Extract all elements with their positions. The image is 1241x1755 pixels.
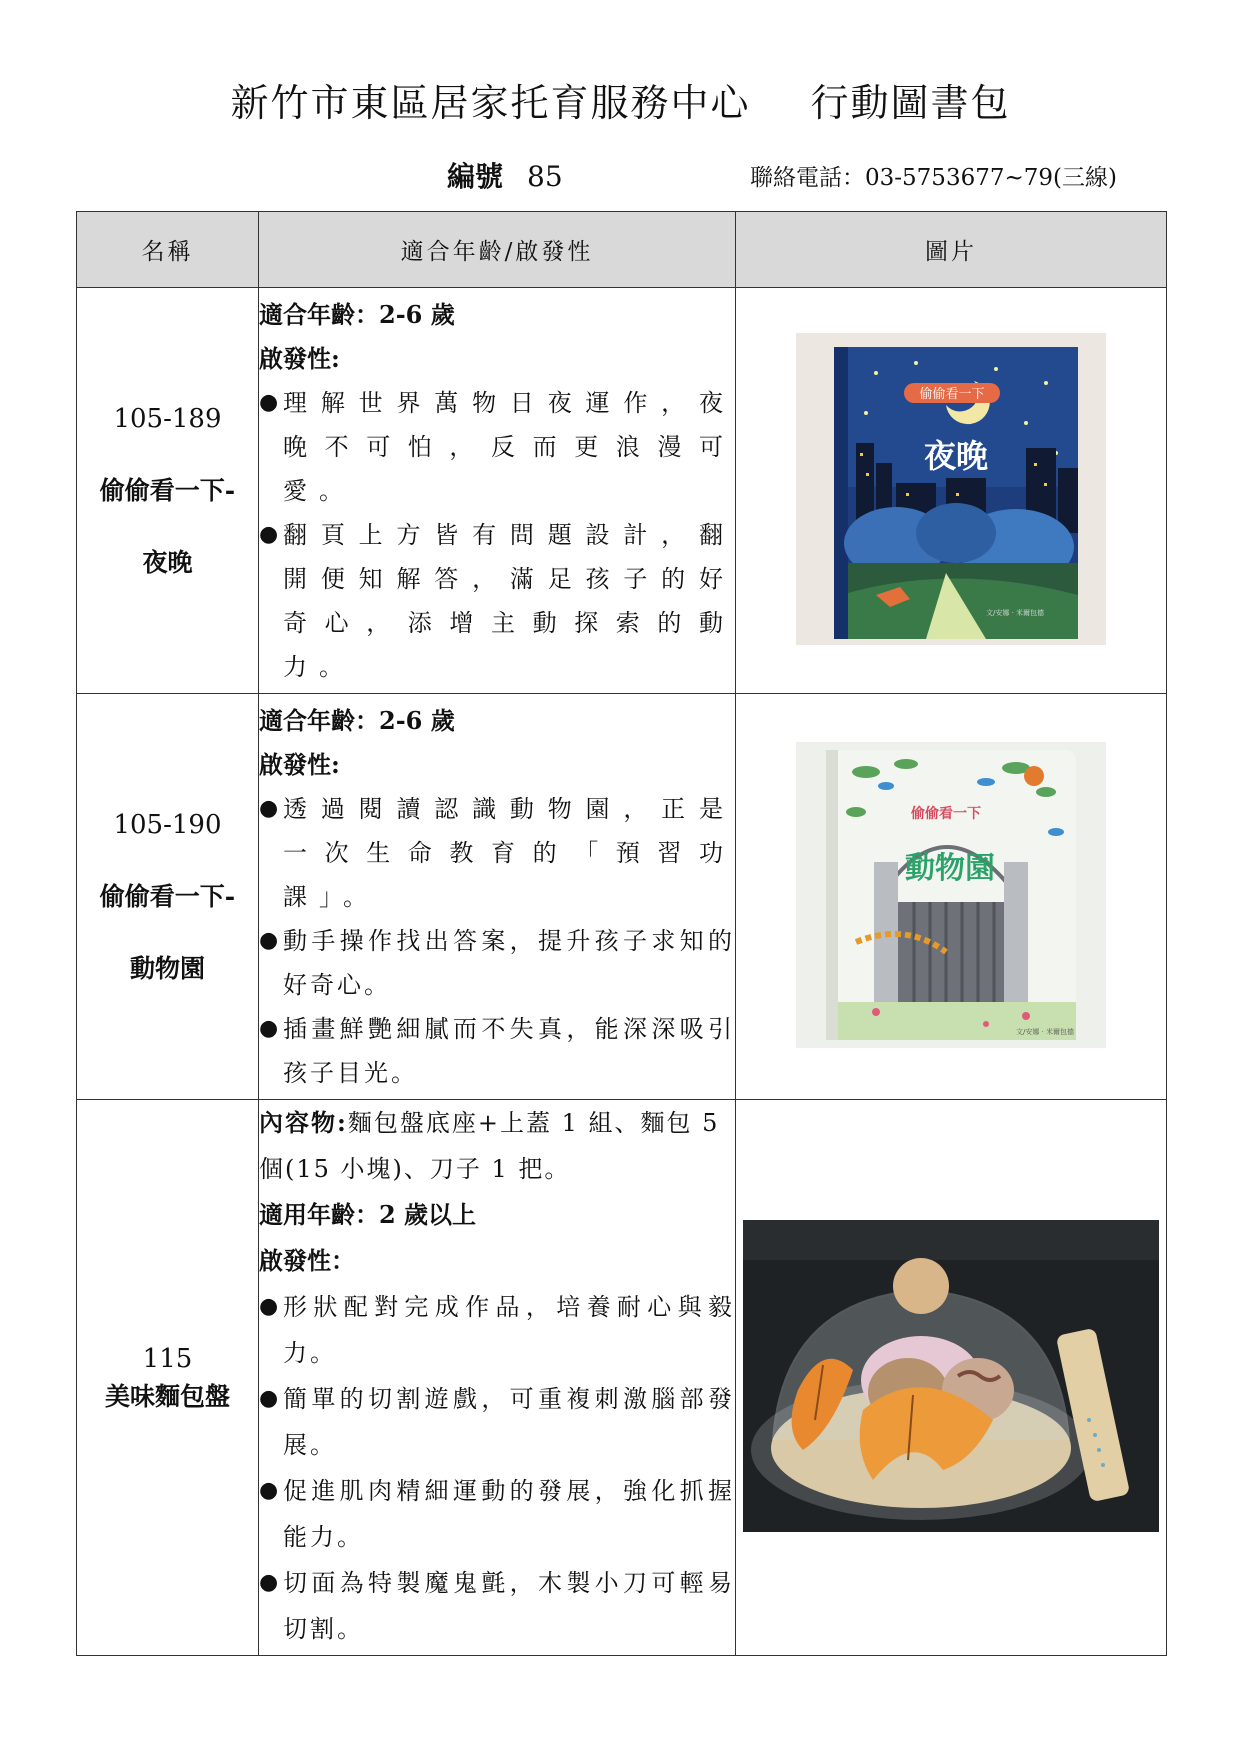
item-code: 115 — [142, 1343, 193, 1374]
item-picture-cell — [736, 288, 1167, 694]
inspire-label: 啟發性: — [259, 343, 340, 373]
list-item — [259, 1376, 735, 1468]
item-code: 105-189 — [113, 403, 222, 434]
serial-label: 編號 — [447, 160, 504, 193]
age-label: 適用年齡：2 歲以上 — [259, 1200, 477, 1229]
col-header-name: 名稱 — [77, 212, 259, 288]
page-title — [0, 72, 1241, 127]
contents — [259, 1100, 735, 1192]
inspire-label: 啟發性： — [259, 1246, 355, 1275]
phone-number: 聯絡電話：03-5753677~79(三線) — [750, 165, 1117, 191]
item-picture-cell — [736, 694, 1167, 1100]
book-cover-zoo-image — [796, 742, 1106, 1048]
item-description — [259, 288, 736, 694]
item-name-line1: 偷偷看一下- — [99, 881, 236, 911]
age-label: 適合年齡：2-6 歲 — [259, 705, 455, 735]
svg-text:文/安娜 · 米爾包德: 文/安娜 · 米爾包德 — [986, 608, 1045, 617]
bullet-icon: ● — [259, 521, 279, 547]
table-row — [77, 1100, 1167, 1656]
bullet-icon: ● — [259, 1386, 279, 1411]
table-header-row — [77, 212, 1167, 288]
bullet-icon: ● — [259, 795, 279, 821]
contents-text: 麵包盤底座+上蓋 1 組、麵包 5 個(15 小塊)、刀子 1 把。 — [259, 1109, 720, 1183]
item-name-line1: 美味麵包盤 — [104, 1381, 230, 1411]
book-title-text: 夜晚 — [923, 436, 989, 475]
list-item — [259, 1468, 735, 1560]
table-row — [77, 694, 1167, 1100]
bread-plate-toy-image — [743, 1220, 1159, 1532]
list-item — [259, 1560, 735, 1652]
list-item — [259, 513, 735, 689]
item-description — [259, 694, 736, 1100]
item-description — [259, 1100, 736, 1656]
book-table — [76, 211, 1167, 1656]
bullet-icon: ● — [259, 1478, 279, 1503]
item-name-cell — [77, 1100, 259, 1656]
book-title-text: 動物園 — [905, 850, 995, 886]
col-header-picture: 圖片 — [736, 212, 1167, 288]
bullet-text: 翻頁上方皆有問題設計，翻開便知解答，滿足孩子的好奇心，添增主動探索的動力。 — [283, 520, 735, 681]
table-row — [77, 288, 1167, 694]
serial — [447, 155, 563, 195]
inspire-label: 啟發性: — [259, 749, 340, 779]
item-name-cell — [77, 694, 259, 1100]
list-item — [259, 787, 735, 919]
book-cover-night-image — [796, 333, 1106, 645]
bullet-text: 切面為特製魔鬼氈，木製小刀可輕易切割。 — [283, 1569, 735, 1643]
list-item — [259, 919, 735, 1007]
bullet-icon: ● — [259, 927, 279, 953]
svg-text:文/安娜 · 米爾包德: 文/安娜 · 米爾包德 — [1016, 1027, 1075, 1036]
list-item — [259, 1284, 735, 1376]
item-name-line1: 偷偷看一下- — [99, 475, 236, 505]
bullet-text: 插畫鮮艷細膩而不失真，能深深吸引孩子目光。 — [283, 1014, 735, 1087]
bullet-icon: ● — [259, 1294, 279, 1319]
doc-name: 行動圖書包 — [810, 81, 1011, 125]
list-item — [259, 1007, 735, 1095]
item-code: 105-190 — [113, 809, 222, 840]
serial-number: 85 — [527, 160, 563, 193]
list-item — [259, 381, 735, 513]
center-name: 新竹市東區居家托育服務中心 — [230, 81, 751, 125]
bullet-text: 透過閱讀認識動物園，正是一次生命教育的「預習功課」。 — [283, 794, 735, 911]
bullet-icon: ● — [259, 389, 279, 415]
bullet-icon: ● — [259, 1570, 279, 1595]
item-name-line2: 動物園 — [129, 953, 205, 983]
book-series-text: 偷偷看一下 — [911, 805, 981, 822]
bullet-icon: ● — [259, 1015, 279, 1041]
age-label: 適合年齡：2-6 歲 — [259, 299, 455, 329]
bullet-text: 促進肌肉精細運動的發展，強化抓握能力。 — [283, 1477, 735, 1551]
bullet-text: 形狀配對完成作品，培養耐心與毅力。 — [283, 1293, 735, 1367]
item-name-cell — [77, 288, 259, 694]
col-header-age: 適合年齡/啟發性 — [259, 212, 736, 288]
book-series-text: 偷偷看一下 — [919, 386, 985, 402]
bullet-text: 簡單的切割遊戲，可重複刺激腦部發展。 — [283, 1385, 735, 1459]
contents-label: 內容物: — [259, 1108, 348, 1137]
subtitle-row — [0, 155, 1241, 195]
item-picture-cell — [736, 1100, 1167, 1656]
bullet-text: 動手操作找出答案，提升孩子求知的好奇心。 — [283, 926, 735, 999]
item-name-line2: 夜晚 — [142, 547, 193, 577]
bullet-text: 理解世界萬物日夜運作，夜晚不可怕，反而更浪漫可愛。 — [283, 388, 735, 505]
